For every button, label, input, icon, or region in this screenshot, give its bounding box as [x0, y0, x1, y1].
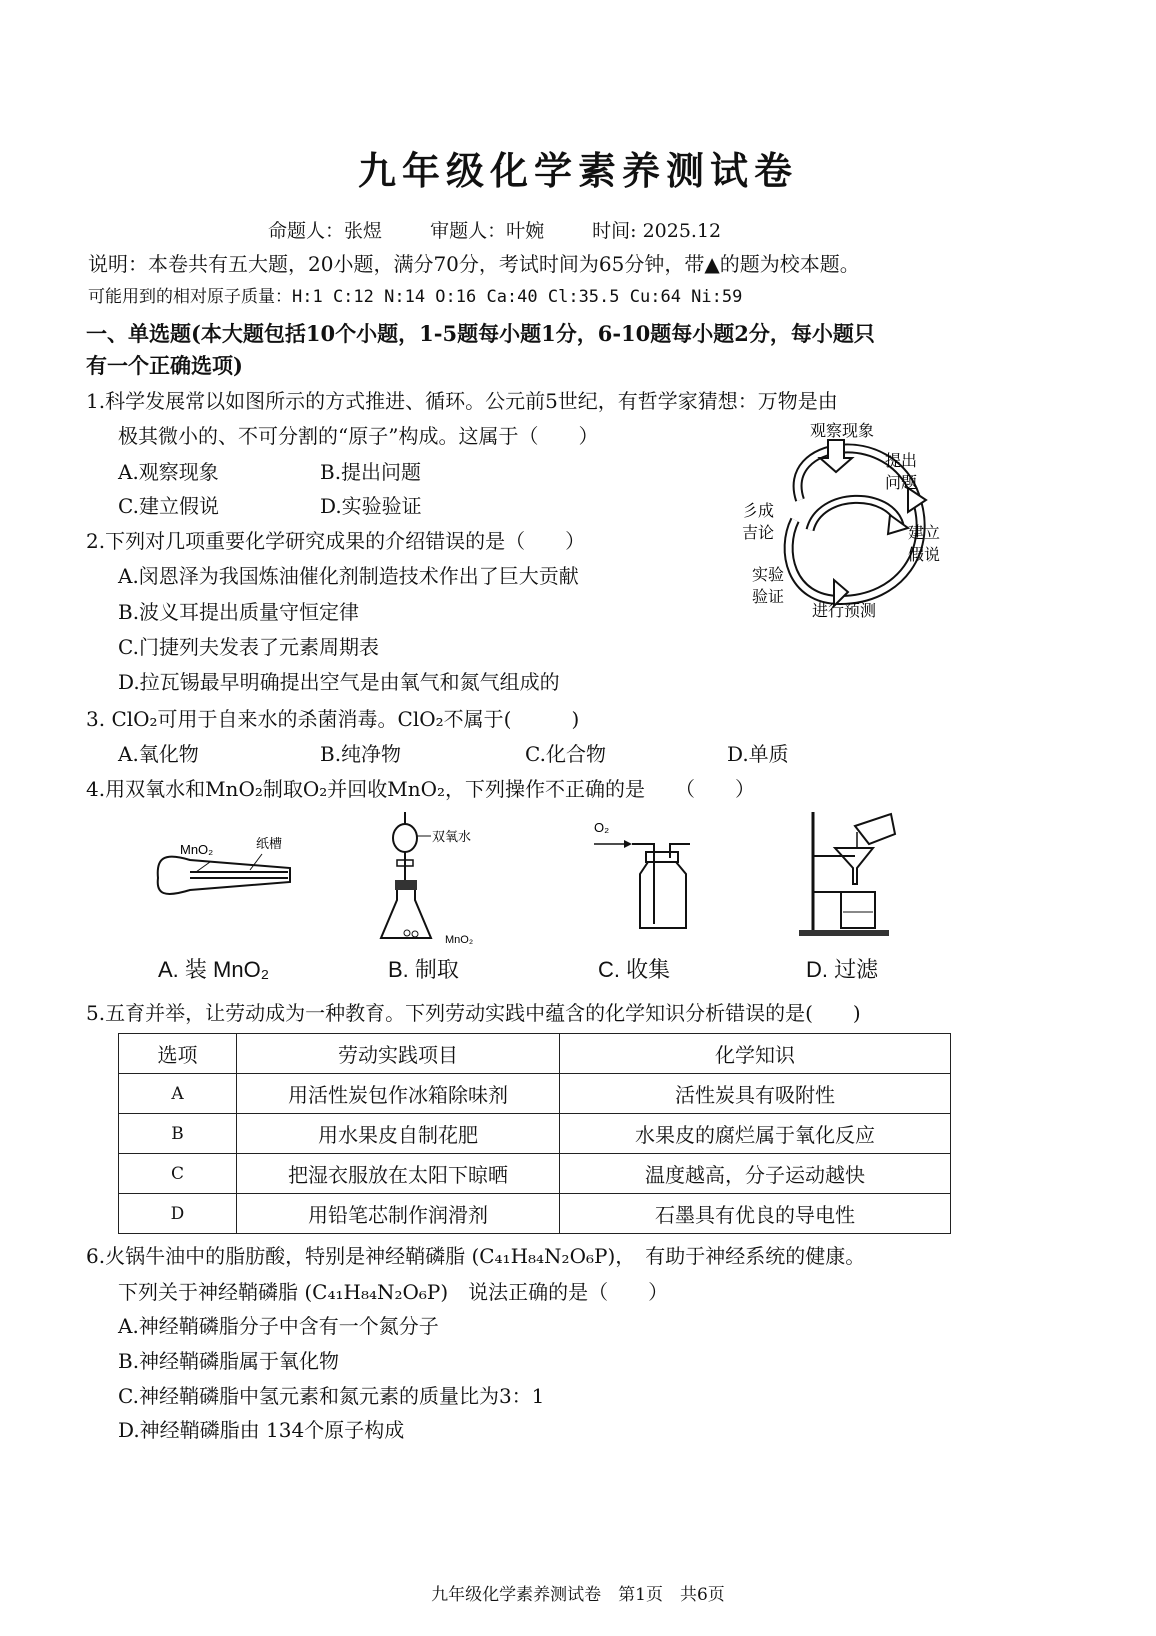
q1-option-d[interactable]: D.实验验证 — [320, 494, 422, 518]
q2-option-c[interactable]: C.门捷列夫发表了元素周期表 — [118, 635, 379, 659]
q6-option-b[interactable]: B.神经鞘磷脂属于氧化物 — [118, 1349, 340, 1373]
label-mno2-b: MnO₂ — [445, 934, 474, 946]
label-h2o2: 双氧水 — [432, 829, 472, 844]
test-tube-diagram — [150, 808, 310, 928]
label-observe: 观察现象 — [810, 423, 875, 440]
label-ask-1: 提出 — [885, 453, 918, 470]
section-heading: 一、单选题(本大题包括10个小题，1-5题每小题1分，6-10题每小题2分，每小题只 — [86, 321, 875, 346]
q5-stem: 5.五育并举，让劳动成为一种教育。下列劳动实践中蕴含的化学知识分析错误的是( ) — [86, 1001, 861, 1025]
figure-caption-c[interactable]: C. 收集 — [598, 957, 671, 982]
label-ask-2: 问题 — [885, 475, 918, 492]
q2-option-d[interactable]: D.拉瓦锡最早明确提出空气是由氧气和氮气组成的 — [118, 670, 560, 694]
label-verify-2: 验证 — [752, 589, 785, 606]
row-practice: 用活性炭包作冰箱除味剂 — [237, 1074, 560, 1114]
label-conclude-1: 彡成 — [742, 503, 775, 520]
figure-c-collect — [590, 808, 710, 942]
table-row[interactable] — [119, 1154, 951, 1194]
row-option: C — [119, 1154, 237, 1194]
figure-caption-a[interactable]: A. 装 MnO₂ — [158, 957, 270, 982]
row-knowledge: 水果皮的腐烂属于氧化反应 — [560, 1114, 951, 1154]
q3-option-c[interactable]: C.化合物 — [525, 742, 606, 766]
label-o2: O₂ — [594, 820, 610, 835]
table-row[interactable] — [119, 1074, 951, 1114]
page-footer: 九年级化学素养测试卷 第1页 共6页 — [431, 1585, 725, 1605]
q6-stem: 6.火锅牛油中的脂肪酸，特别是神经鞘磷脂 (C₄₁H₈₄N₂O₆P)， 有助于神经系统的健康。 — [86, 1244, 866, 1268]
science-cycle-figure — [740, 410, 955, 625]
label-trough: 纸槽 — [256, 836, 283, 851]
table-row[interactable] — [119, 1114, 951, 1154]
q3-option-b[interactable]: B.纯净物 — [320, 742, 402, 766]
q3-option-a[interactable]: A.氧化物 — [118, 742, 199, 766]
label-hypothesis-1: 建立 — [908, 525, 941, 542]
col-header-practice: 劳动实践项目 — [237, 1034, 560, 1074]
reviewer: 审题人：叶婉 — [430, 220, 545, 242]
label-hypothesis-2: 假说 — [908, 547, 941, 564]
row-practice: 用水果皮自制花肥 — [237, 1114, 560, 1154]
filtration-diagram — [795, 808, 905, 938]
atomic-masses: 可能用到的相对原子质量：H:1 C:12 N:14 O:16 Ca:40 Cl:35.5 Cu:64 Ni:59 — [88, 287, 743, 307]
figure-a-load-mno2 — [150, 808, 310, 932]
row-practice: 把湿衣服放在太阳下晾晒 — [237, 1154, 560, 1194]
q1-stem: 1.科学发展常以如图所示的方式推进、循环。公元前5世纪，有哲学家猜想：万物是由 — [86, 389, 838, 413]
label-mno2: MnO₂ — [180, 842, 214, 857]
row-knowledge: 温度越高，分子运动越快 — [560, 1154, 951, 1194]
figure-caption-b[interactable]: B. 制取 — [388, 957, 459, 982]
row-knowledge: 活性炭具有吸附性 — [560, 1074, 951, 1114]
q2-stem: 2.下列对几项重要化学研究成果的介绍错误的是（ ） — [86, 529, 586, 553]
row-option: D — [119, 1194, 237, 1234]
q6-option-c[interactable]: C.神经鞘磷脂中氢元素和氮元素的质量比为3：1 — [118, 1384, 545, 1408]
figure-caption-d[interactable]: D. 过滤 — [806, 957, 879, 982]
q6-option-a[interactable]: A.神经鞘磷脂分子中含有一个氮分子 — [118, 1314, 439, 1338]
figure-d-filter — [795, 808, 905, 942]
label-predict: 进行预测 — [812, 603, 877, 620]
section-heading-cont: 有一个正确选项) — [86, 353, 243, 378]
q3-stem: 3. ClO₂可用于自来水的杀菌消毒。ClO₂不属于( ) — [86, 707, 580, 731]
science-cycle-diagram — [740, 410, 955, 625]
gas-bottle-diagram — [590, 808, 710, 938]
row-practice: 用铅笔芯制作润滑剂 — [237, 1194, 560, 1234]
author: 命题人：张煜 — [268, 220, 383, 242]
q6-stem-cont: 下列关于神经鞘磷脂 (C₄₁H₈₄N₂O₆P) 说法正确的是（ ） — [118, 1280, 669, 1304]
label-conclude-2: 吉论 — [742, 525, 775, 542]
col-header-option: 选项 — [119, 1034, 237, 1074]
q4-stem: 4.用双氧水和MnO₂制取O₂并回收MnO₂，下列操作不正确的是 （ ） — [86, 777, 756, 801]
col-header-knowledge: 化学知识 — [560, 1034, 951, 1074]
q2-option-a[interactable]: A.闵恩泽为我国炼油催化剂制造技术作出了巨大贡献 — [118, 564, 579, 588]
exam-date: 时间: 2025.12 — [592, 220, 722, 242]
exam-meta — [268, 216, 763, 243]
table-header-row — [119, 1034, 951, 1074]
q2-option-b[interactable]: B.波义耳提出质量守恒定律 — [118, 600, 360, 624]
q1-option-c[interactable]: C.建立假说 — [118, 494, 219, 518]
row-knowledge: 石墨具有优良的导电性 — [560, 1194, 951, 1234]
q1-stem-cont: 极其微小的、不可分割的“原子”构成。这属于（ ） — [118, 424, 599, 448]
row-option: B — [119, 1114, 237, 1154]
label-verify-1: 实验 — [752, 567, 785, 584]
q3-option-d[interactable]: D.单质 — [727, 742, 789, 766]
table-row[interactable] — [119, 1194, 951, 1234]
q6-option-d[interactable]: D.神经鞘磷脂由 134个原子构成 — [118, 1418, 405, 1442]
page-title: 九年级化学素养测试卷 — [357, 148, 798, 193]
exam-note: 说明：本卷共有五大题，20小题，满分70分，考试时间为65分钟，带▲的题为校本题。 — [88, 252, 860, 276]
q1-option-b[interactable]: B.提出问题 — [320, 460, 422, 484]
row-option: A — [119, 1074, 237, 1114]
flask-funnel-diagram — [375, 808, 505, 948]
q1-option-a[interactable]: A.观察现象 — [118, 460, 219, 484]
figure-b-produce — [375, 808, 505, 952]
q5-table — [118, 1033, 951, 1234]
